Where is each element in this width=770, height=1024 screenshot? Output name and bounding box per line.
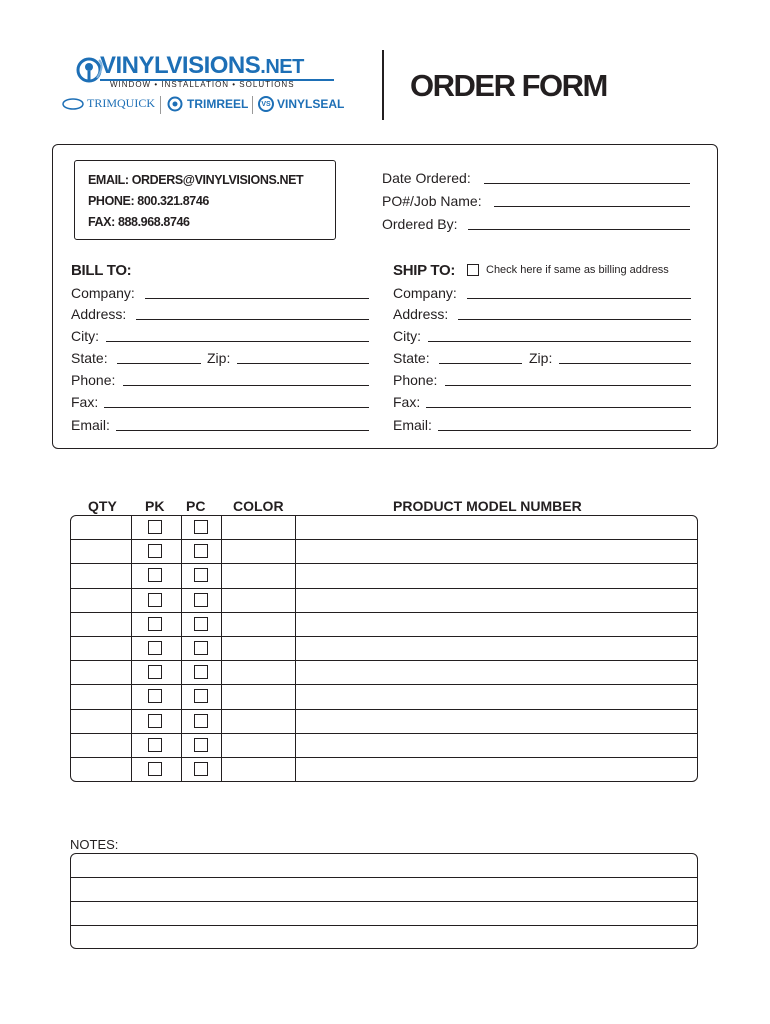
- table-row[interactable]: [71, 637, 697, 661]
- pc-checkbox[interactable]: [194, 714, 208, 728]
- pc-checkbox[interactable]: [194, 762, 208, 776]
- pc-checkbox[interactable]: [194, 544, 208, 558]
- pc-checkbox[interactable]: [194, 568, 208, 582]
- sub-brand-trimquick: [62, 96, 155, 111]
- pc-checkbox[interactable]: [194, 738, 208, 752]
- table-row[interactable]: [71, 589, 697, 613]
- notes-line[interactable]: [71, 926, 697, 949]
- date-ordered-field[interactable]: [484, 183, 690, 184]
- table-row[interactable]: [71, 685, 697, 709]
- bill-zip-field[interactable]: [237, 363, 369, 364]
- sub-brand-trimquick-label: TRIMQUICK: [87, 96, 155, 110]
- po-job-label: PO#/Job Name:: [382, 193, 482, 209]
- bill-to-heading: BILL TO:: [71, 262, 132, 279]
- pk-checkbox[interactable]: [148, 568, 162, 582]
- bill-phone-field[interactable]: [123, 385, 369, 386]
- table-row[interactable]: [71, 710, 697, 734]
- bill-email-label: Email:: [71, 417, 110, 433]
- ship-phone-label: Phone:: [393, 372, 438, 388]
- ship-zip-field[interactable]: [559, 363, 691, 364]
- bill-address-field[interactable]: [136, 319, 369, 320]
- bill-city-field[interactable]: [106, 341, 369, 342]
- ship-to-heading: SHIP TO:: [393, 262, 456, 279]
- pk-checkbox[interactable]: [148, 544, 162, 558]
- table-row[interactable]: [71, 564, 697, 588]
- po-job-field[interactable]: [494, 206, 690, 207]
- pk-checkbox[interactable]: [148, 665, 162, 679]
- brand-name-main: VINYLVISIONS: [100, 52, 261, 79]
- ship-company-field[interactable]: [467, 298, 691, 299]
- sub-brand-divider: [252, 96, 253, 114]
- pk-checkbox[interactable]: [148, 520, 162, 534]
- pk-checkbox[interactable]: [148, 593, 162, 607]
- pk-checkbox[interactable]: [148, 617, 162, 631]
- bill-zip-label: Zip:: [207, 350, 231, 366]
- page-title: ORDER FORM: [410, 68, 607, 103]
- header-divider: [382, 50, 384, 120]
- trimreel-icon: [166, 96, 184, 112]
- bill-state-field[interactable]: [117, 363, 201, 364]
- pc-checkbox[interactable]: [194, 689, 208, 703]
- ship-phone-field[interactable]: [445, 385, 691, 386]
- column-header-color: COLOR: [233, 498, 284, 514]
- brand-tagline: WINDOW • INSTALLATION • SOLUTIONS: [110, 80, 295, 89]
- bill-phone-label: Phone:: [71, 372, 116, 388]
- pc-checkbox[interactable]: [194, 593, 208, 607]
- ship-zip-label: Zip:: [529, 350, 553, 366]
- bill-company-field[interactable]: [145, 298, 369, 299]
- sub-brands: [62, 96, 362, 116]
- ship-email-field[interactable]: [438, 430, 691, 431]
- ship-city-field[interactable]: [428, 341, 691, 342]
- ship-email-label: Email:: [393, 417, 432, 433]
- ordered-by-label: Ordered By:: [382, 216, 458, 232]
- contact-fax: FAX: 888.968.8746: [88, 215, 190, 229]
- sub-brand-trimreel-label: TRIMREEL: [187, 97, 249, 111]
- column-header-qty: QTY: [88, 498, 117, 514]
- brand-name-net: .NET: [260, 56, 304, 78]
- ordered-by-field[interactable]: [468, 229, 690, 230]
- ship-state-field[interactable]: [439, 363, 522, 364]
- pc-checkbox[interactable]: [194, 641, 208, 655]
- sub-brand-vinylseal-label: VINYLSEAL: [277, 97, 345, 111]
- pk-checkbox[interactable]: [148, 641, 162, 655]
- ship-address-field[interactable]: [458, 319, 691, 320]
- same-as-billing-label: Check here if same as billing address: [486, 264, 669, 276]
- ship-address-label: Address:: [393, 306, 449, 322]
- date-ordered-label: Date Ordered:: [382, 170, 471, 186]
- sub-brand-divider: [160, 96, 161, 114]
- notes-line[interactable]: [71, 902, 697, 926]
- pc-checkbox[interactable]: [194, 520, 208, 534]
- column-header-pk: PK: [145, 498, 165, 514]
- pc-checkbox[interactable]: [194, 665, 208, 679]
- pk-checkbox[interactable]: [148, 762, 162, 776]
- bill-company-label: Company:: [71, 285, 135, 301]
- ship-fax-field[interactable]: [426, 407, 691, 408]
- sub-brand-vinylseal: [258, 96, 344, 112]
- table-row[interactable]: [71, 661, 697, 685]
- notes-box[interactable]: [70, 853, 698, 949]
- bill-state-label: State:: [71, 350, 108, 366]
- table-row[interactable]: [71, 516, 697, 540]
- notes-line[interactable]: [71, 854, 697, 878]
- sub-brand-trimreel: [166, 96, 248, 112]
- table-row[interactable]: [71, 540, 697, 564]
- contact-email: EMAIL: ORDERS@VINYLVISIONS.NET: [88, 173, 304, 187]
- bill-city-label: City:: [71, 328, 99, 344]
- bill-email-field[interactable]: [116, 430, 369, 431]
- notes-label: NOTES:: [70, 837, 119, 852]
- bill-address-label: Address:: [71, 306, 127, 322]
- pk-checkbox[interactable]: [148, 738, 162, 752]
- product-table: [70, 515, 698, 782]
- table-row[interactable]: [71, 734, 697, 758]
- pc-checkbox[interactable]: [194, 617, 208, 631]
- column-header-product-model-number: PRODUCT MODEL NUMBER: [393, 498, 582, 514]
- ship-city-label: City:: [393, 328, 421, 344]
- pk-checkbox[interactable]: [148, 714, 162, 728]
- trimquick-icon: [62, 97, 84, 111]
- ship-state-label: State:: [393, 350, 430, 366]
- vinylseal-icon: VS: [258, 96, 274, 112]
- notes-line[interactable]: [71, 878, 697, 902]
- bill-fax-field[interactable]: [104, 407, 369, 408]
- bill-fax-label: Fax:: [71, 394, 99, 410]
- table-row[interactable]: [71, 613, 697, 637]
- pk-checkbox[interactable]: [148, 689, 162, 703]
- ship-company-label: Company:: [393, 285, 457, 301]
- column-header-pc: PC: [186, 498, 206, 514]
- table-row[interactable]: [71, 758, 697, 782]
- brand-name: [100, 52, 304, 80]
- ship-fax-label: Fax:: [393, 394, 421, 410]
- same-as-billing-checkbox[interactable]: [467, 264, 479, 276]
- contact-phone: PHONE: 800.321.8746: [88, 194, 209, 208]
